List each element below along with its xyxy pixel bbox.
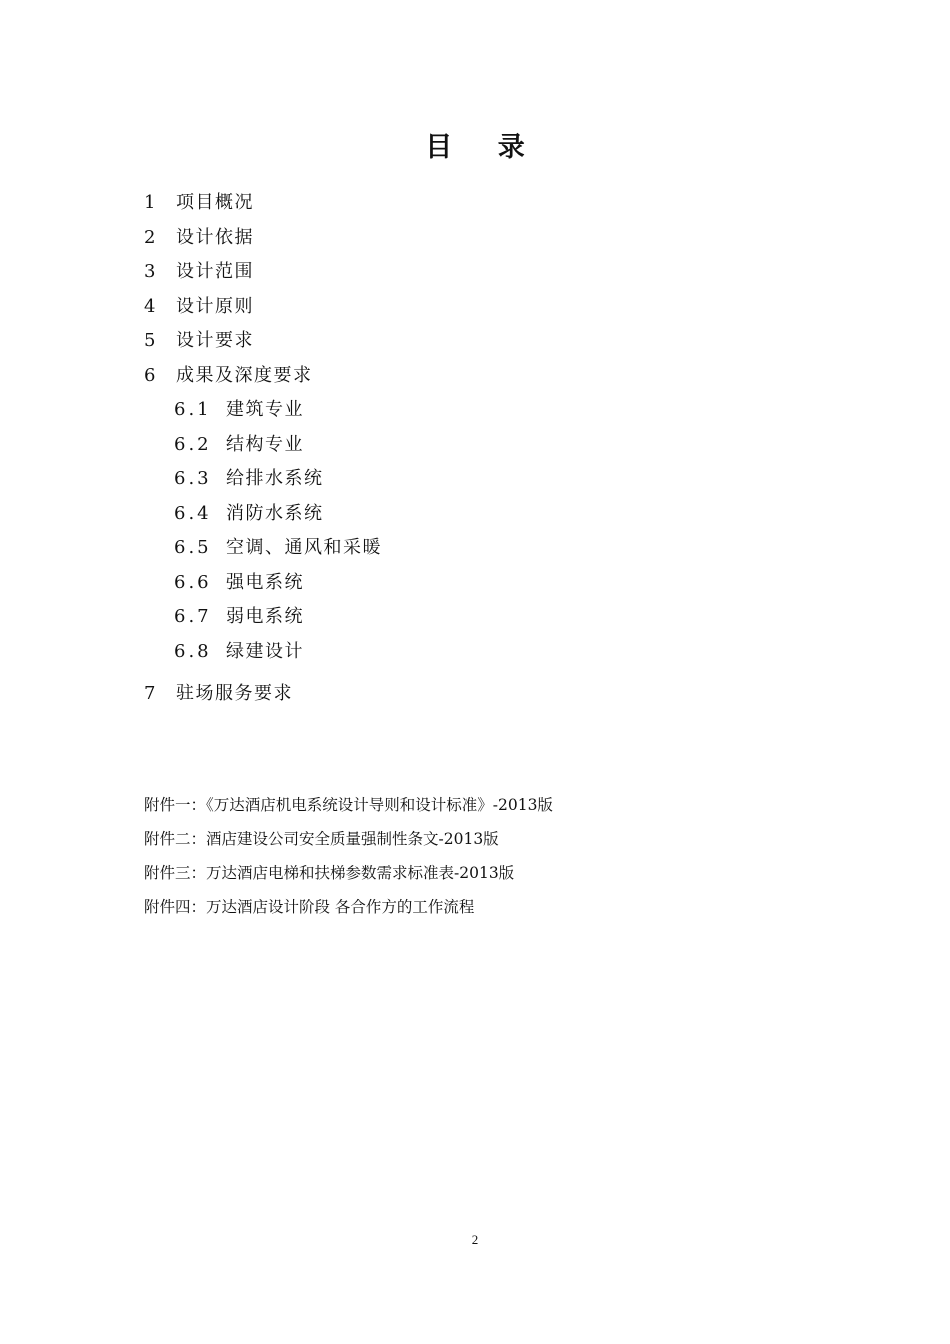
toc-item-label: 成果及深度要求 <box>176 364 313 386</box>
toc-item-6-5[interactable] <box>144 531 844 566</box>
toc-item-6-1[interactable] <box>144 393 844 428</box>
toc-item-label: 驻场服务要求 <box>176 683 293 704</box>
toc-item-label: 空调、通风和采暖 <box>226 537 382 558</box>
attachment-item-2: 附件二：酒店建设公司安全质量强制性条文-2013版 <box>144 830 499 848</box>
toc-item-label: 项目概况 <box>176 192 254 213</box>
toc-item-number: 6.2 <box>174 433 212 455</box>
toc-item-2[interactable] <box>144 221 844 256</box>
toc-item-label: 设计依据 <box>176 226 254 248</box>
table-of-contents <box>144 186 844 712</box>
toc-item-label: 消防水系统 <box>226 502 324 524</box>
toc-item-4[interactable] <box>144 290 844 325</box>
toc-item-1[interactable] <box>144 186 844 221</box>
toc-item-label: 绿建设计 <box>226 640 304 662</box>
attachment-item-1: 附件一：《万达酒店机电系统设计导则和设计标准》-2013版 <box>144 796 553 814</box>
toc-item-number: 6.4 <box>174 502 212 524</box>
toc-item-6-8[interactable] <box>144 635 844 670</box>
toc-item-label: 结构专业 <box>226 433 304 455</box>
toc-item-label: 设计要求 <box>176 330 254 351</box>
attachment-item-4: 附件四：万达酒店设计阶段 各合作方的工作流程 <box>144 898 475 916</box>
toc-item-number: 6.5 <box>174 537 212 558</box>
toc-item-number: 5 <box>144 330 157 351</box>
toc-item-label: 设计范围 <box>176 261 254 282</box>
toc-item-number: 1 <box>144 192 157 213</box>
toc-item-number: 6.1 <box>174 399 212 420</box>
toc-item-6-7[interactable] <box>144 600 844 635</box>
toc-item-number: 4 <box>144 295 157 317</box>
toc-item-number: 6.7 <box>174 606 212 627</box>
page-number: 2 <box>471 1232 479 1247</box>
toc-item-number: 3 <box>144 261 157 282</box>
toc-item-number: 6 <box>144 364 157 386</box>
toc-item-label: 强电系统 <box>226 571 304 593</box>
toc-item-5[interactable] <box>144 324 844 359</box>
toc-item-6-6[interactable] <box>144 566 844 601</box>
toc-item-6-2[interactable] <box>144 428 844 463</box>
toc-item-3[interactable] <box>144 255 844 290</box>
toc-item-7[interactable] <box>144 677 844 712</box>
toc-item-number: 6.3 <box>174 468 212 489</box>
toc-item-number: 7 <box>144 683 157 704</box>
toc-item-label: 建筑专业 <box>226 399 304 420</box>
attachment-item-3: 附件三：万达酒店电梯和扶梯参数需求标准表-2013版 <box>144 864 515 882</box>
toc-item-number: 6.8 <box>174 640 212 662</box>
toc-item-number: 2 <box>144 226 157 248</box>
toc-item-6-4[interactable] <box>144 497 844 532</box>
page-title: 目 录 <box>425 132 543 163</box>
toc-item-number: 6.6 <box>174 571 212 593</box>
toc-item-label: 弱电系统 <box>226 606 304 627</box>
toc-item-6[interactable] <box>144 359 844 394</box>
attachments-list <box>144 788 844 924</box>
toc-item-label: 设计原则 <box>176 295 254 317</box>
toc-item-label: 给排水系统 <box>226 468 324 489</box>
toc-item-6-3[interactable] <box>144 462 844 497</box>
